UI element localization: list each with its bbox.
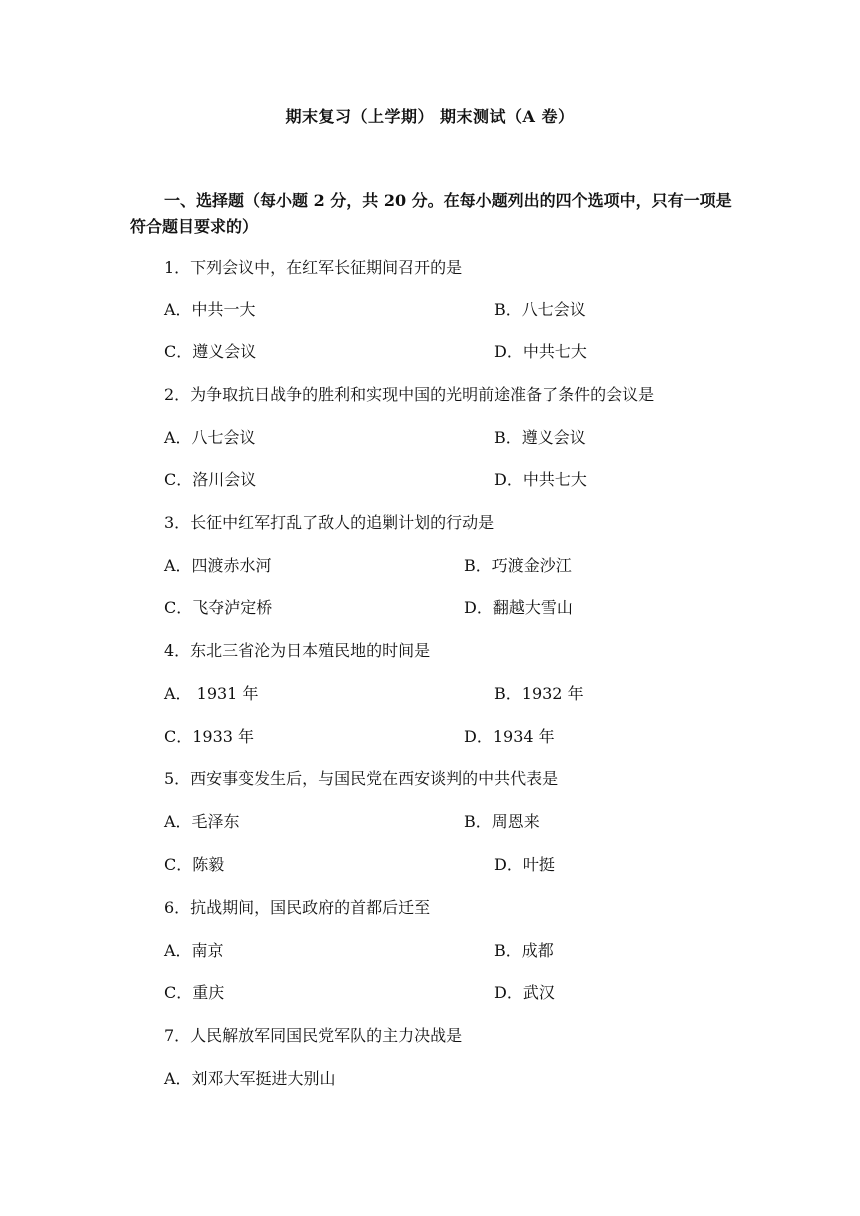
question-3-option-b: B．巧渡金沙江 — [464, 556, 572, 575]
question-1-stem: 1．下列会议中，在红军长征期间召开的是 — [164, 258, 463, 277]
question-2-stem: 2．为争取抗日战争的胜利和实现中国的光明前途准备了条件的会议是 — [164, 385, 655, 404]
question-6-option-c: C．重庆 — [164, 983, 225, 1002]
question-7-stem: 7．人民解放军同国民党军队的主力决战是 — [164, 1026, 463, 1045]
page-title: 期末复习（上学期） 期末测试（A 卷） — [285, 107, 575, 126]
question-1-option-c: C．遵义会议 — [164, 342, 257, 361]
question-4-option-d: D．1934 年 — [464, 727, 555, 746]
question-4-option-a: A． 1931 年 — [164, 684, 259, 703]
question-2-option-a: A．八七会议 — [164, 428, 256, 447]
question-3-stem: 3．长征中红军打乱了敌人的追剿计划的行动是 — [164, 513, 495, 532]
question-4-stem: 4．东北三省沦为日本殖民地的时间是 — [164, 641, 431, 660]
question-6-option-a: A．南京 — [164, 941, 224, 960]
question-5-option-c: C．陈毅 — [164, 855, 225, 874]
question-4-option-c: C．1933 年 — [164, 727, 255, 746]
question-3-option-d: D．翻越大雪山 — [464, 598, 573, 617]
question-5-stem: 5．西安事变发生后，与国民党在西安谈判的中共代表是 — [164, 769, 559, 788]
question-1-option-d: D．中共七大 — [494, 342, 587, 361]
question-3-option-a: A．四渡赤水河 — [164, 556, 272, 575]
question-5-option-d: D．叶挺 — [494, 855, 555, 874]
question-2-option-b: B．遵义会议 — [494, 428, 586, 447]
section-heading: 一、选择题（每小题 2 分，共 20 分。在每小题列出的四个选项中，只有一项是符合题目要求的） — [130, 191, 732, 236]
question-2-option-c: C．洛川会议 — [164, 470, 257, 489]
question-1-option-a: A．中共一大 — [164, 300, 256, 319]
question-5-option-a: A．毛泽东 — [164, 812, 240, 831]
question-2-option-d: D．中共七大 — [494, 470, 587, 489]
question-6-option-d: D．武汉 — [494, 983, 555, 1002]
question-3-option-c: C．飞夺泸定桥 — [164, 598, 273, 617]
question-7-option-a: A．刘邓大军挺进大别山 — [164, 1069, 336, 1088]
question-1-option-b: B．八七会议 — [494, 300, 586, 319]
question-6-option-b: B．成都 — [494, 941, 554, 960]
question-4-option-b: B．1932 年 — [494, 684, 584, 703]
question-5-option-b: B．周恩来 — [464, 812, 540, 831]
question-6-stem: 6．抗战期间，国民政府的首都后迁至 — [164, 898, 431, 917]
